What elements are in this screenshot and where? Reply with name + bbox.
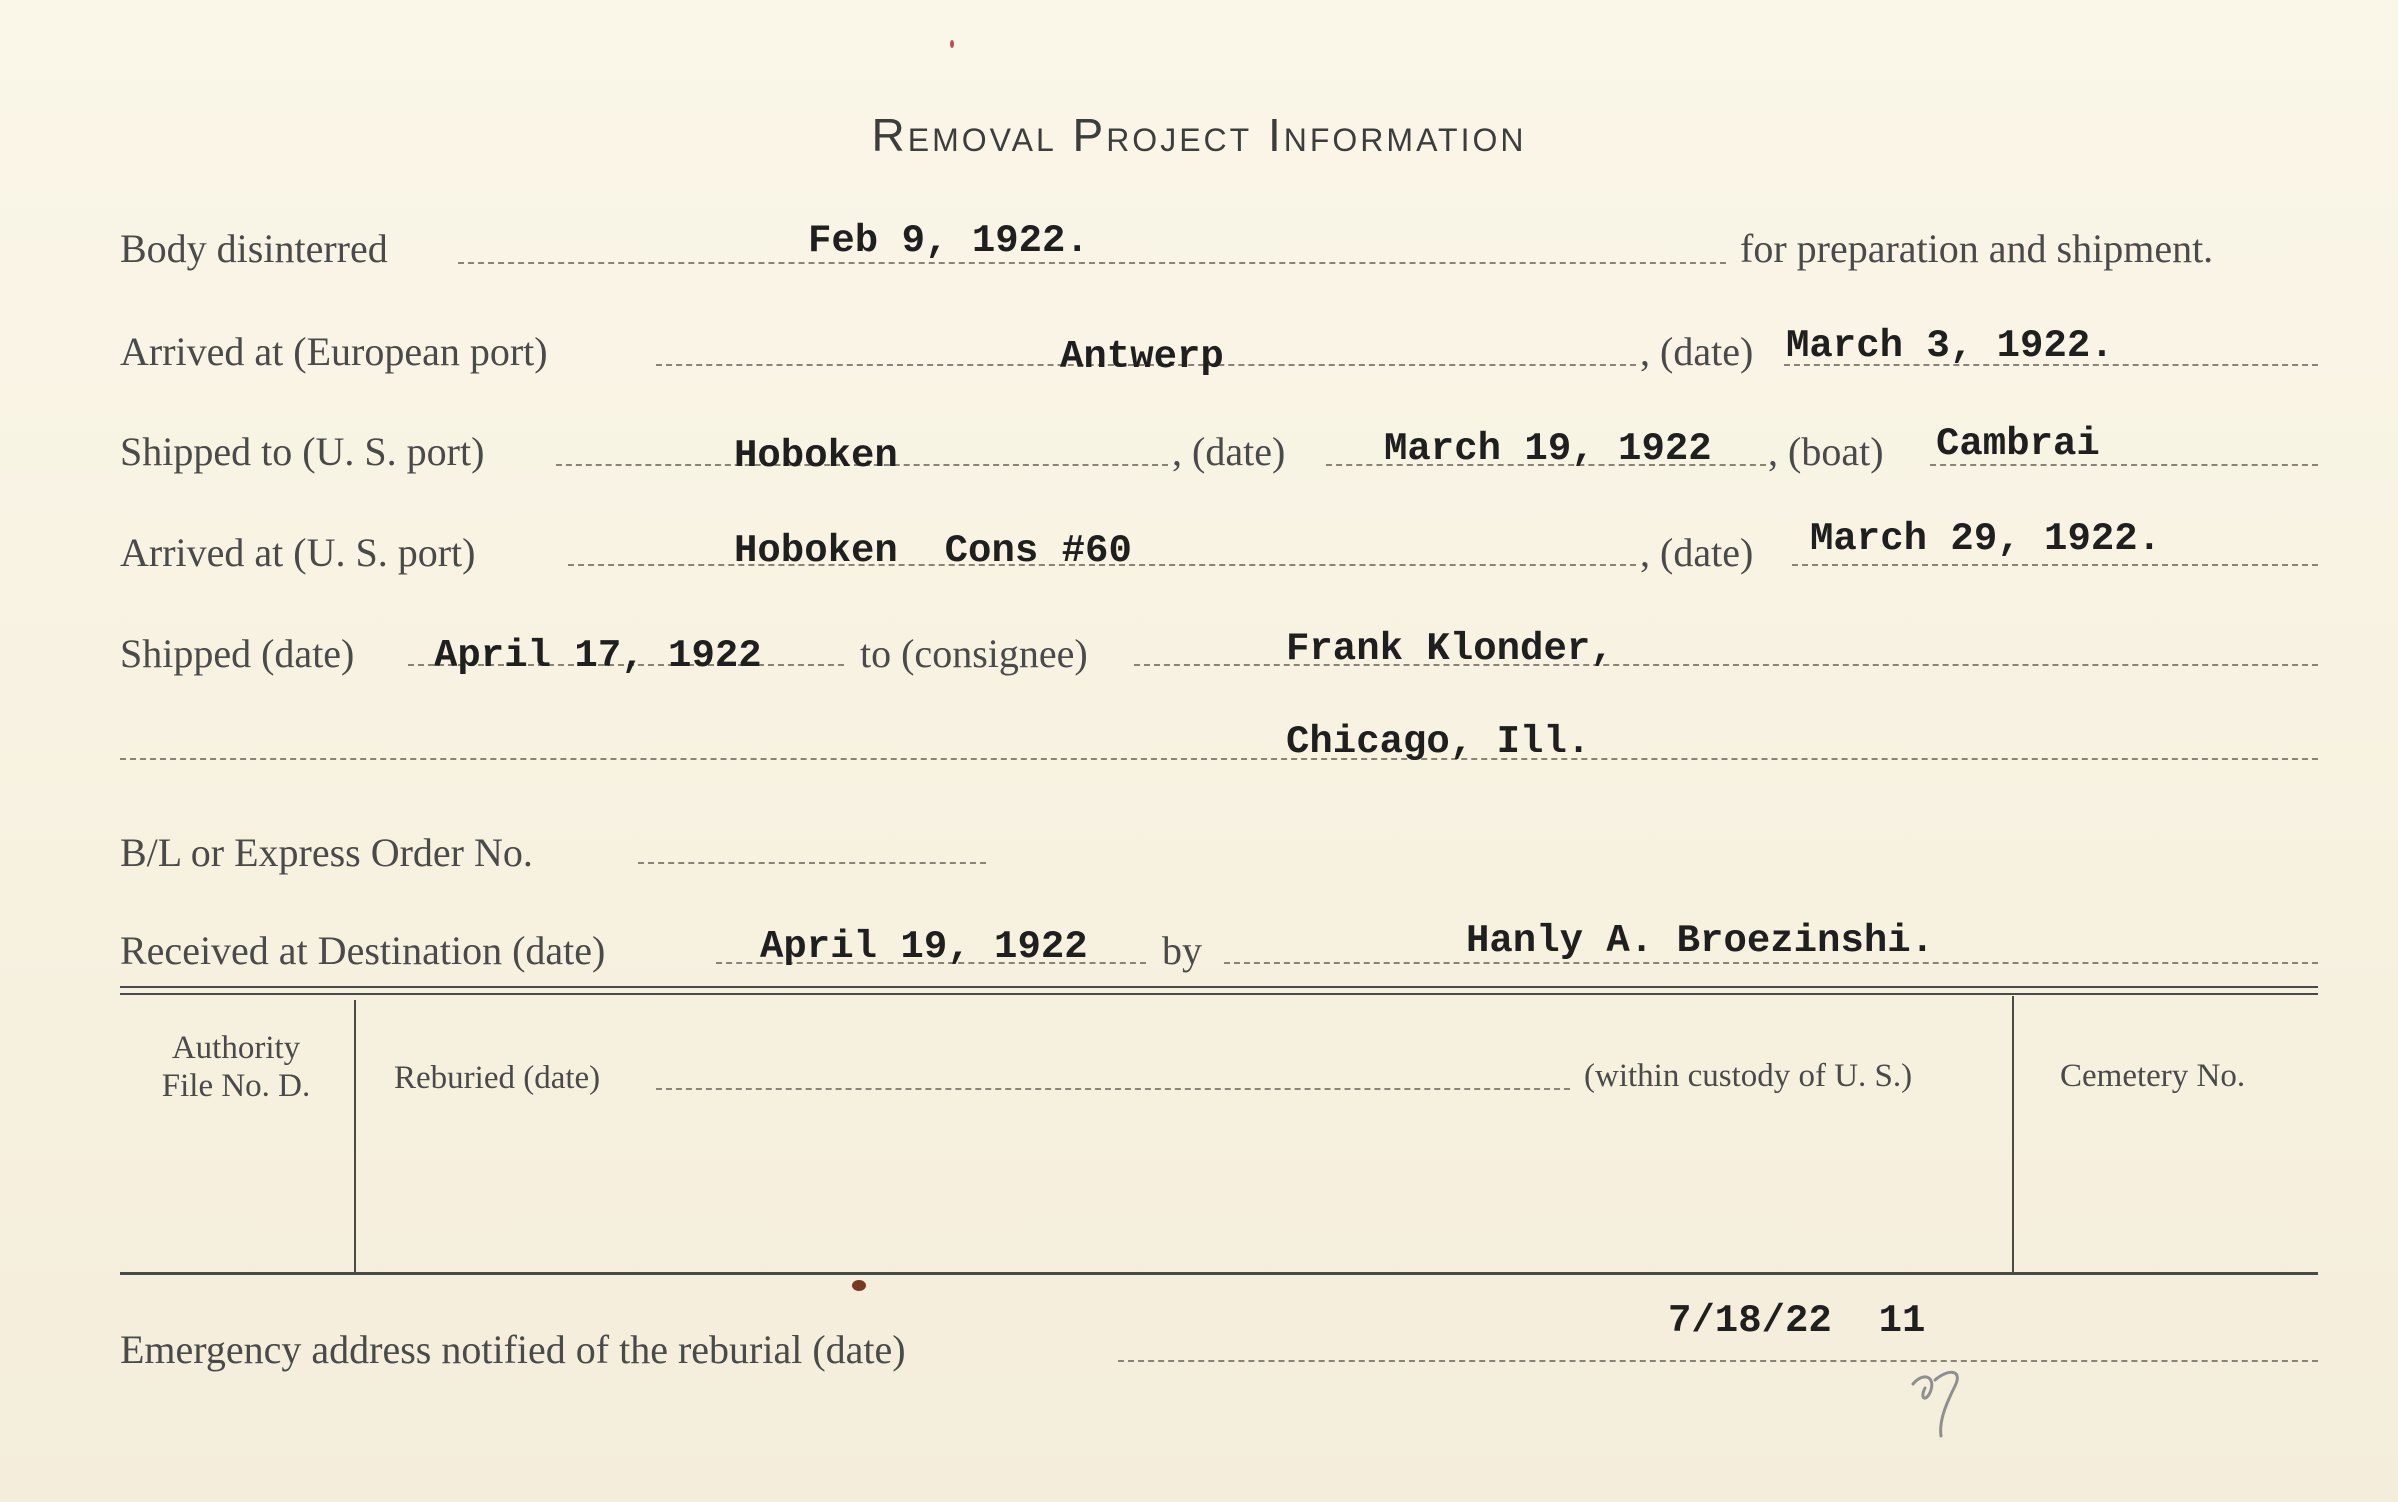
received-date: April 19, 1922	[760, 925, 1088, 969]
ink-speck	[852, 1280, 866, 1291]
shipped-us-date: March 19, 1922	[1384, 427, 1712, 471]
european-port-date: March 3, 1922.	[1786, 324, 2114, 368]
european-port-value: Antwerp	[1060, 335, 1224, 379]
shipped-us-value: Hoboken	[734, 434, 898, 478]
received-by-label: by	[1162, 928, 1202, 973]
box-top-rule	[120, 986, 2318, 988]
european-port-label: Arrived at (European port)	[120, 329, 548, 374]
reburied-line	[656, 1088, 1570, 1090]
pencil-mark	[1905, 1362, 1985, 1442]
shipped-us-boat: Cambrai	[1936, 422, 2100, 466]
european-port-date-label: , (date)	[1640, 329, 1754, 374]
received-by: Hanly A. Broezinshi.	[1466, 919, 1935, 963]
disinterred-value: Feb 9, 1922.	[808, 219, 1089, 263]
emergency-line	[1118, 1360, 2318, 1362]
bl-label: B/L or Express Order No.	[120, 830, 533, 875]
emergency-value: 7/18/22 11	[1668, 1299, 1926, 1343]
bl-line	[638, 862, 986, 864]
box-top-rule-2	[120, 993, 2318, 995]
consignee-label: to (consignee)	[860, 631, 1088, 676]
reburied-label: Reburied (date)	[394, 1060, 601, 1096]
box-divider-left	[354, 1000, 356, 1272]
arrived-us-date-label: , (date)	[1640, 530, 1754, 575]
custody-label: (within custody of U. S.)	[1584, 1058, 1913, 1094]
shipped-us-date-label: , (date)	[1172, 429, 1286, 474]
shipped-us-label: Shipped to (U. S. port)	[120, 429, 485, 474]
consignee-city: Chicago, Ill.	[1286, 720, 1591, 764]
box-divider-right	[2012, 996, 2014, 1272]
disinterred-line	[458, 262, 1726, 264]
shipped-date-value: April 17, 1922	[434, 634, 762, 678]
disinterred-suffix: for preparation and shipment.	[1740, 226, 2214, 271]
box-bottom-rule	[120, 1272, 2318, 1275]
consignee-continuation-line	[120, 758, 2318, 760]
shipped-date-label: Shipped (date)	[120, 631, 355, 676]
received-label: Received at Destination (date)	[120, 928, 606, 973]
disinterred-label: Body disinterred	[120, 226, 388, 271]
shipped-us-boat-label: , (boat)	[1768, 429, 1884, 474]
ink-speck-2	[950, 40, 954, 48]
consignee-value: Frank Klonder,	[1286, 627, 1614, 671]
arrived-us-value: Hoboken Cons #60	[734, 529, 1132, 573]
emergency-label: Emergency address notified of the reburial (date)	[120, 1327, 906, 1372]
card-title: Removal Project Information	[871, 109, 1527, 161]
cemetery-label: Cemetery No.	[2060, 1058, 2246, 1094]
arrived-us-label: Arrived at (U. S. port)	[120, 530, 476, 575]
authority-file-label: Authority File No. D.	[161, 1030, 311, 1104]
arrived-us-date-line	[1792, 564, 2318, 566]
arrived-us-date: March 29, 1922.	[1810, 517, 2162, 561]
